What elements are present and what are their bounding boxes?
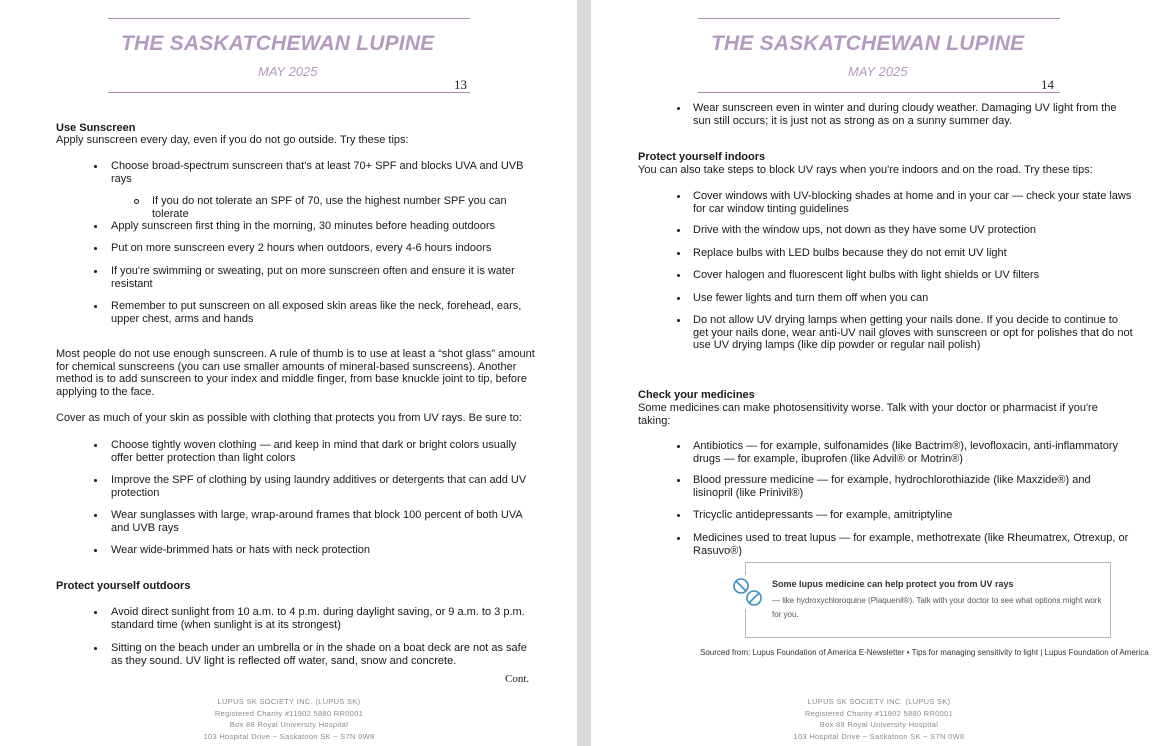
header-rule-bottom [108, 92, 470, 93]
header-rule-bottom [698, 92, 1060, 93]
page-13 [0, 0, 577, 746]
bullet-icon [677, 107, 680, 110]
list-item: Cover windows with UV-blocking shades at home and in your car — check your state laws for car window tinting guidelines [693, 190, 1132, 215]
footer-line: Box 88 Royal University Hospital [819, 720, 939, 729]
paragraph: Apply sunscreen every day, even if you do not go outside. Try these tips: [56, 134, 409, 146]
list-item: Do not allow UV drying lamps when getting your nails done. If you decide to continue to get your nails done, wear anti-UV nail gloves with sunscreen or opt for polishes that do not use UV drying lamps (like dip powder or regular nail polish) [693, 314, 1133, 352]
bullet-icon [94, 444, 97, 447]
section-heading: Protect yourself indoors [638, 151, 766, 163]
paragraph: Cover as much of your skin as possible with clothing that protects you from UV rays. Be sure to: [56, 412, 522, 424]
paragraph: Most people do not use enough sunscreen. A rule of thumb is to use at least a “shot glass” amount for chemical sunscreens (you can use smaller amounts of mineral-based sunscreens). Another method is to add sunscreen to your index and middle finger, from base knuckle joint to tip, before applying to the face. [56, 348, 535, 398]
bullet-icon [677, 319, 680, 322]
bullet-icon [94, 305, 97, 308]
bullet-icon [677, 297, 680, 300]
list-item: Replace bulbs with LED bulbs because they do not emit UV light [693, 247, 1007, 259]
list-item: Use fewer lights and turn them off when you can [693, 292, 929, 304]
footer [150, 696, 428, 742]
bullet-icon [94, 165, 97, 168]
list-item: Blood pressure medicine — for example, hydrochlorothiazide (like Maxzide®) and lisinopril (like Prinivil®) [693, 474, 1091, 499]
sub-bullet-icon [134, 199, 139, 204]
footer [740, 696, 1018, 742]
issue-date: MAY 2025 [258, 64, 318, 79]
callout-title: Some lupus medicine can help protect you from UV rays [772, 579, 1014, 589]
bullet-icon [94, 647, 97, 650]
list-item: Improve the SPF of clothing by using laundry additives or detergents that can add UV protection [111, 474, 527, 499]
no-pills-icon [731, 575, 767, 609]
bullet-icon [94, 225, 97, 228]
footer-line: Registered Charity #11902 5880 RR0001 [214, 708, 364, 718]
bullet-icon [677, 445, 680, 448]
list-item: If you're swimming or sweating, put on more sunscreen often and ensure it is water resistant [111, 265, 515, 290]
bullet-icon [94, 479, 97, 482]
continued-label: Cont. [505, 673, 530, 685]
bullet-icon [677, 479, 680, 482]
footer-line: Registered Charity #11902 5880 RR0001 [804, 708, 954, 718]
bullet-icon [677, 537, 680, 540]
list-item: Drive with the window ups, not down as they have some UV protection [693, 224, 1037, 236]
footer-line: 103 Hospital Drive ~ Saskatoon SK ~ S7N 0W8 [203, 731, 375, 741]
footer-line: Box 88 Royal University Hospital [229, 720, 349, 729]
list-item: Sitting on the beach under an umbrella or in the shade on a boat deck are not as safe as they sound. UV light is reflected off water, sand, snow and concrete. [111, 642, 527, 667]
newsletter-title: THE SASKATCHEWAN LUPINE [711, 32, 1025, 55]
list-item: Tricyclic antidepressants — for example, amitriptyline [693, 509, 953, 521]
bullet-icon [677, 195, 680, 198]
list-item: Wear sunglasses with large, wrap-around frames that block 100 percent of both UVA and UVB rays [111, 509, 523, 534]
paragraph: You can also take steps to block UV rays when you're indoors and on the road. Try these tips: [638, 164, 1093, 176]
list-item: Antibiotics — for example, sulfonamides (like Bactrim®), levofloxacin, anti-inflammatory drugs — for example, ibuprofen (like Advil® or Motrin®) [693, 440, 1119, 465]
section-heading: Protect yourself outdoors [56, 580, 191, 592]
section-heading: Check your medicines [638, 389, 755, 401]
footer-line: 103 Hospital Drive ~ Saskatoon SK ~ S7N 0W8 [793, 731, 965, 741]
bullet-icon [677, 252, 680, 255]
page-14 [591, 0, 1166, 746]
bullet-icon [94, 247, 97, 250]
list-item: If you do not tolerate an SPF of 70, use the highest number SPF you can tolerate [152, 195, 507, 220]
list-item: Avoid direct sunlight from 10 a.m. to 4 p.m. during daylight saving, or 9 a.m. to 3 p.m. standard time (when sunlight is at its strongest) [111, 606, 525, 631]
list-item: Medicines used to treat lupus — for example, methotrexate (like Rheumatrex, Otrexup, or Rasuvo®) [693, 532, 1129, 557]
list-item: Choose tightly woven clothing — and keep in mind that dark or bright colors usually offer better protection than light colors [111, 439, 517, 464]
section-heading: Use Sunscreen [56, 122, 136, 134]
header-rule-top [698, 18, 1060, 19]
list-item: Wear wide-brimmed hats or hats with neck protection [111, 544, 371, 556]
newsletter-title: THE SASKATCHEWAN LUPINE [121, 32, 435, 55]
paragraph: Some medicines can make photosensitivity worse. Talk with your doctor or pharmacist if you're taking: [638, 402, 1098, 427]
medicine-callout [745, 562, 1111, 638]
list-item: Cover halogen and fluorescent light bulbs with light shields or UV filters [693, 269, 1040, 281]
bullet-icon [677, 514, 680, 517]
callout-body: — like hydroxychloroquine (Plaquenil®). Talk with your doctor to see what options might work for you. [772, 596, 1102, 619]
bullet-icon [94, 611, 97, 614]
bullet-icon [677, 274, 680, 277]
bullet-icon [94, 549, 97, 552]
bullet-icon [677, 229, 680, 232]
page-number: 13 [454, 77, 467, 92]
bullet-icon [94, 270, 97, 273]
list-item: Remember to put sunscreen on all exposed skin areas like the neck, forehead, ears, upper chest, arms and hands [111, 300, 522, 325]
list-item: Choose broad-spectrum sunscreen that's at least 70+ SPF and blocks UVA and UVB rays [111, 160, 524, 185]
list-item: Apply sunscreen first thing in the morning, 30 minutes before heading outdoors [111, 220, 496, 232]
header-rule-top [108, 18, 470, 19]
list-item: Wear sunscreen even in winter and during cloudy weather. Damaging UV light from the sun still occurs; it is just not as strong as on a sunny summer day. [693, 102, 1117, 127]
issue-date: MAY 2025 [848, 64, 908, 79]
page-number: 14 [1041, 77, 1054, 92]
source-citation: Sourced from: Lupus Foundation of America E-Newsletter • Tips for managing sensitivity to light | Lupus Foundation of America [700, 648, 1149, 657]
bullet-icon [94, 514, 97, 517]
footer-line: LUPUS SK SOCIETY INC. (LUPUS SK) [217, 697, 361, 706]
list-item: Put on more sunscreen every 2 hours when outdoors, every 4-6 hours indoors [111, 242, 492, 254]
footer-line: LUPUS SK SOCIETY INC. (LUPUS SK) [807, 697, 951, 706]
